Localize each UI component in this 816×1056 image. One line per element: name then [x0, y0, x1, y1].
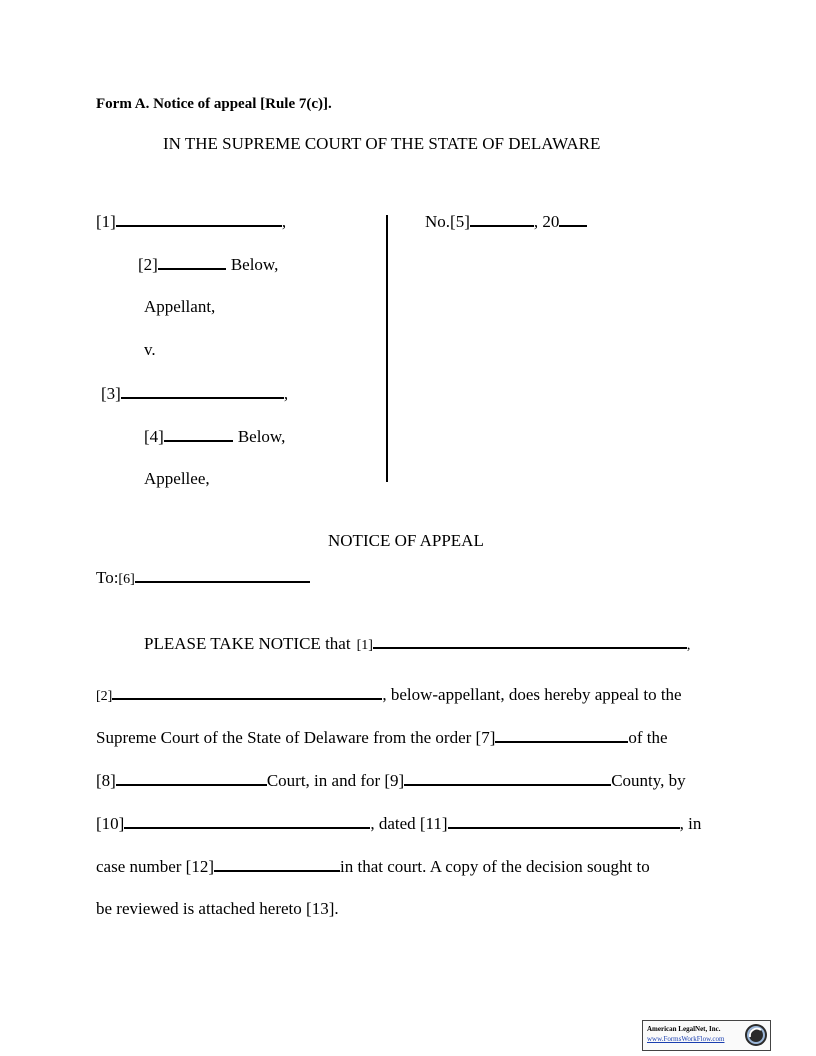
- field-label: [4]: [144, 427, 164, 446]
- caption-court-below-1: [138, 254, 278, 275]
- company-name: American LegalNet, Inc.: [647, 1025, 721, 1033]
- case-number-label: No.[5]: [425, 212, 470, 231]
- body-line-6: [96, 856, 650, 877]
- body-text: , below-appellant, does hereby appeal to the: [382, 685, 682, 704]
- field-label: [1]: [356, 638, 373, 653]
- to-line: [96, 567, 310, 590]
- body-text: County, by: [611, 771, 686, 790]
- body-line-3: [96, 727, 668, 748]
- body-line-7: be reviewed is attached hereto [13].: [96, 899, 339, 918]
- to-label: To:: [96, 568, 119, 587]
- body-text: of the: [628, 728, 668, 747]
- blank-field-1[interactable]: [116, 211, 282, 227]
- blank-field-2[interactable]: [158, 254, 226, 270]
- blank-field-6[interactable]: [135, 567, 310, 583]
- blank-field-11[interactable]: [448, 813, 680, 829]
- blank-court-below[interactable]: [112, 684, 382, 700]
- body-text: PLEASE TAKE NOTICE that: [144, 634, 351, 653]
- caption-court-below-2: [144, 426, 285, 447]
- appellant-label: Appellant,: [144, 297, 216, 316]
- caption-divider: [386, 215, 388, 482]
- year-label: , 20: [533, 212, 560, 231]
- caption-party-1: [96, 211, 286, 232]
- blank-field-9[interactable]: [404, 770, 611, 786]
- below-label: Below,: [237, 427, 286, 446]
- body-line-4: [96, 770, 686, 791]
- field-label: [2]: [96, 689, 113, 704]
- blank-field-5[interactable]: [470, 211, 534, 227]
- body-text: , dated [11]: [370, 814, 448, 833]
- blank-field-8[interactable]: [116, 770, 267, 786]
- blank-field-12[interactable]: [214, 856, 340, 872]
- field-label: [3]: [101, 384, 121, 403]
- blank-field-7[interactable]: [495, 727, 628, 743]
- below-label: Below,: [230, 255, 279, 274]
- footer-badge[interactable]: [642, 1020, 771, 1051]
- appellee-label: Appellee,: [144, 469, 210, 488]
- company-url[interactable]: www.FormsWorkFlow.com: [647, 1035, 725, 1043]
- body-text: case number [12]: [96, 857, 215, 876]
- blank-year[interactable]: [559, 211, 587, 227]
- body-text: in that court. A copy of the decision sought to: [340, 857, 650, 876]
- blank-field-3[interactable]: [121, 383, 284, 399]
- case-number: [425, 211, 587, 232]
- body-text: Supreme Court of the State of Delaware from the order [7]: [96, 728, 496, 747]
- blank-field-10[interactable]: [124, 813, 370, 829]
- body-text: , in: [679, 814, 702, 833]
- punct: ,: [281, 212, 287, 231]
- caption-party-3: [101, 383, 288, 404]
- blank-appellant-name[interactable]: [373, 633, 687, 649]
- field-label: [10]: [96, 814, 125, 833]
- punct: ,: [283, 384, 289, 403]
- court-title: IN THE SUPREME COURT OF THE STATE OF DELAWARE: [163, 134, 601, 153]
- body-line-5: [96, 813, 701, 834]
- field-label: [6]: [118, 572, 135, 587]
- body-line-1: [144, 633, 690, 656]
- field-label: [1]: [96, 212, 116, 231]
- notice-title: NOTICE OF APPEAL: [328, 531, 484, 550]
- field-label: [2]: [138, 255, 158, 274]
- blank-field-4[interactable]: [164, 426, 233, 442]
- body-text: Court, in and for [9]: [266, 771, 405, 790]
- versus-label: v.: [144, 340, 156, 359]
- punct: ,: [686, 638, 691, 653]
- globe-icon: [744, 1023, 768, 1047]
- body-line-2: [96, 684, 682, 707]
- form-label: Form A. Notice of appeal [Rule 7(c)].: [96, 96, 332, 112]
- field-label: [8]: [96, 771, 116, 790]
